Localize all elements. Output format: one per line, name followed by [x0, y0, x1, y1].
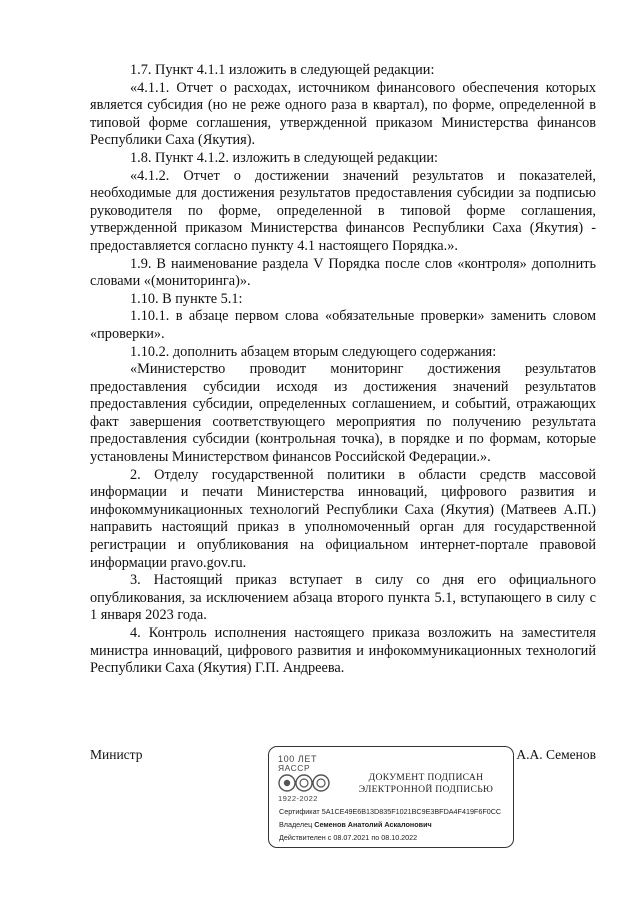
paragraph: 1.10. В пункте 5.1:: [130, 290, 243, 307]
document-body: [90, 62, 596, 678]
signer-title: Министр: [90, 747, 143, 762]
emblem-republic-text: ЯАССР: [278, 763, 311, 773]
signer-name: А.А. Семенов: [516, 747, 596, 762]
paragraph: «4.1.2. Отчет о достижении значений результатов и показателей, необходимые для достижения результатов предоставления субсидии за подписью руководителя по форме, определенной в типовой форме соглашения, утвержденной приказом Министерства финансов Республики Саха (Якутия) - предоставляется согласно пункту 4.1 настоящего Порядка.».: [90, 167, 596, 254]
paragraph: 4. Контроль исполнения настоящего приказа возложить на заместителя министра инноваций, цифрового развития и инфокоммуникационных технологий Республики Саха (Якутия) Г.П. Андреева.: [90, 625, 596, 677]
valid-from-date: 08.07.2021: [333, 833, 370, 842]
stamp-heading-line: ДОКУМЕНТ ПОДПИСАН: [368, 772, 484, 783]
paragraph: 3. Настоящий приказ вступает в силу со дня его официального опубликования, за исключением абзаца второго пункта 5.1, вступающего в силу с 1 января 2023 года.: [90, 572, 596, 624]
valid-from-label: с: [327, 833, 332, 842]
paragraph: 1.7. Пункт 4.1.1 изложить в следующей редакции:: [130, 62, 435, 78]
certificate-label: Сертификат: [279, 807, 320, 816]
paragraph: 1.10.2. дополнить абзацем вторым следующего содержания:: [130, 343, 497, 360]
certificate-line: [279, 805, 509, 818]
stamp-details: [279, 805, 509, 844]
electronic-signature-stamp: [268, 746, 514, 848]
certificate-value: 5A1CE49E6B13D835F1021BC9E3BFDA4F419F6F0CC: [321, 807, 502, 816]
stamp-heading-line: ЭЛЕКТРОННОЙ ПОДПИСЬЮ: [358, 783, 494, 795]
validity-line: [279, 831, 509, 844]
valid-to-label: по: [371, 833, 380, 842]
paragraph: 1.8. Пункт 4.1.2. изложить в следующей редакции:: [130, 149, 439, 166]
valid-label: Действителен: [279, 833, 326, 842]
emblem-dates-text: 1922-2022: [278, 794, 318, 803]
emblem-years-text: 100 ЛЕТ: [278, 754, 318, 764]
paragraph: 1.10.1. в абзаце первом слова «обязательные проверки» заменить словом «проверки».: [90, 308, 596, 342]
owner-line: [279, 818, 509, 831]
stamp-heading: [345, 772, 507, 795]
owner-value: Семенов Анатолий Аскалонович: [314, 820, 432, 829]
paragraph: 2. Отделу государственной политики в области средств массовой информации и печати Министерства инноваций, цифрового развития и инфокоммуникационных технологий Республики Саха (Якутия) (Матвеев А.П.) направить настоящий приказ в уполномоченный орган для государственной регистрации и опубликования на официальном интернет-портале правовой информации pravo.gov.ru.: [90, 466, 596, 571]
paragraph: «Министерство проводит мониторинг достижения результатов предоставления субсидии исходя из достижения значений результатов предоставления субсидии, определенных соглашением, и событий, отражающих факт завершения соответствующего мероприятия по получению результата предоставления субсидии (контрольная точка), в порядке и по формам, которые установлены Министерством финансов Российской Федерации.».: [90, 361, 596, 466]
paragraph: «4.1.1. Отчет о расходах, источником финансового обеспечения которых является субсидия (но не реже одного раза в квартал), по форме, определенной в типовой форме соглашения, утвержденной приказом Министерства финансов Республики Саха (Якутия).: [90, 79, 596, 149]
owner-label: Владелец: [279, 820, 313, 829]
anniversary-emblem-icon: [277, 753, 337, 805]
paragraph: 1.9. В наименование раздела V Порядка после слов «контроля» дополнить словами «(мониторинга)».: [90, 255, 596, 290]
valid-to-date: 08.10.2022: [381, 833, 418, 842]
